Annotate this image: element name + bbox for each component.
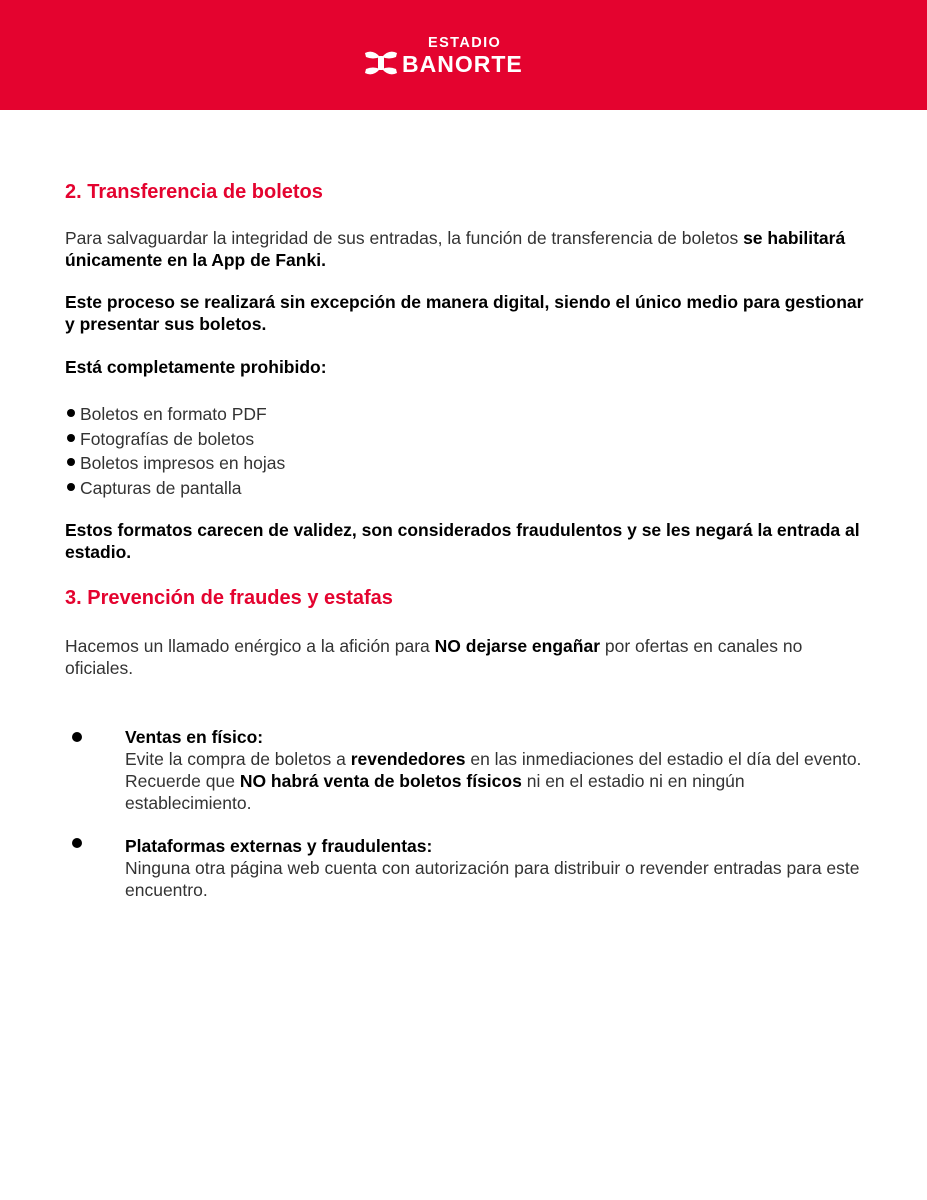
bullet-icon: [72, 838, 82, 848]
no-dejarse-enganar: NO dejarse engañar: [434, 636, 601, 656]
list-item: Boletos impresos en hojas: [65, 451, 285, 476]
bullet-icon: [67, 434, 75, 442]
bullet-icon: [67, 458, 75, 466]
bullet-icon: [72, 732, 82, 742]
process-paragraph: Este proceso se realizará sin excepción de manera digital, siendo el único medio para gestionar y presentar sus boletos.: [65, 292, 864, 334]
fraud-item-text: Ninguna otra página web cuenta con autorización para distribuir o revender entradas para este encuentro.: [125, 858, 860, 900]
estadio-banorte-logo: [364, 35, 564, 77]
warning-paragraph: Estos formatos carecen de validez, son considerados fraudulentos y se les negará la entrada al estadio.: [65, 520, 860, 562]
bullet-icon: [67, 409, 75, 417]
header-banner: [0, 0, 927, 110]
brand-top-text: ESTADIO: [428, 35, 502, 51]
bullet-icon: [67, 483, 75, 491]
section-2-title: 2. Transferencia de boletos: [65, 181, 323, 203]
list-item: Capturas de pantalla: [65, 476, 285, 501]
fraud-item-title: Ventas en físico:: [125, 727, 264, 747]
banorte-logo-icon: [364, 50, 398, 76]
section-3-title: 3. Prevención de fraudes y estafas: [65, 587, 393, 609]
prohibited-heading: Está completamente prohibido:: [65, 357, 327, 377]
fraud-item-text: Evite la compra de boletos a revendedores en las inmediaciones del estadio el día del evento. Recuerde que NO habrá venta de boletos físicos ni en el estadio ni en ningún establecimiento.: [125, 749, 862, 813]
intro-bold-text: se habilitará únicamente en la App de Fanki.: [65, 228, 846, 270]
fraud-item-title: Plataformas externas y fraudulentas:: [125, 836, 433, 856]
prohibited-list: [65, 402, 285, 500]
section-3-intro: Hacemos un llamado enérgico a la afición para NO dejarse engañar por ofertas en canales no oficiales.: [65, 636, 803, 678]
list-item: Fotografías de boletos: [65, 427, 285, 452]
list-item: Boletos en formato PDF: [65, 402, 285, 427]
intro-regular-text: Para salvaguardar la integridad de sus entradas, la función de transferencia de boletos: [65, 228, 744, 248]
brand-main-text: BANORTE: [402, 51, 523, 77]
section-2-intro: [65, 227, 865, 271]
